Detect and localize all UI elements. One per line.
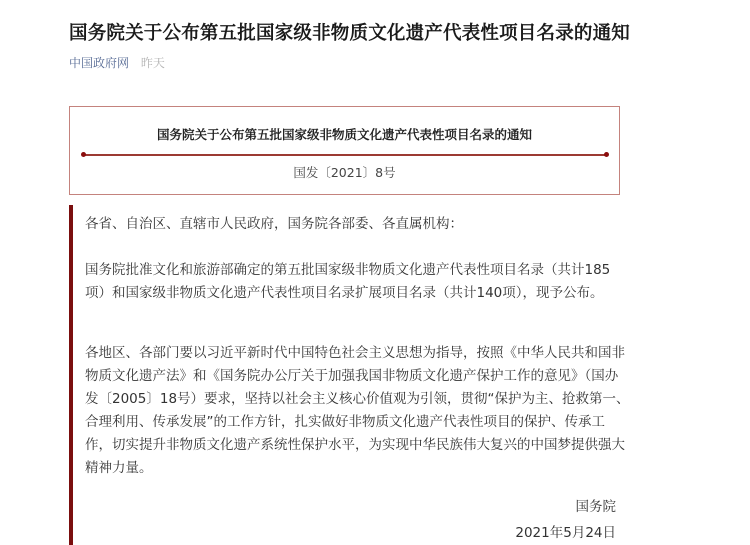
publish-time: 昨天 xyxy=(140,56,165,70)
divider-line xyxy=(83,154,607,156)
source-link[interactable]: 中国政府网 xyxy=(69,56,130,70)
document-header-box xyxy=(69,106,620,195)
article-title: 国务院关于公布第五批国家级非物质文化遗产代表性项目名录的通知 xyxy=(69,23,631,44)
document-number: 国发〔2021〕8号 xyxy=(293,165,396,180)
signature: 国务院 xyxy=(575,499,616,515)
document-title: 国务院关于公布第五批国家级非物质文化遗产代表性项目名录的通知 xyxy=(156,127,532,142)
document-body xyxy=(69,205,633,545)
divider-dot-right-icon xyxy=(604,152,609,157)
paragraph: 国务院批准文化和旅游部确定的第五批国家级非物质文化遗产代表性项目名录（共计185项）和国家级非物质文化遗产代表性项目名录扩展项目名录（共计140项），现予公布。 xyxy=(85,262,611,301)
paragraph: 各地区、各部门要以习近平新时代中国特色社会主义思想为指导，按照《中华人民共和国非物质文化遗产法》和《国务院办公厅关于加强我国非物质文化遗产保护工作的意见》（国办发〔2005〕18号）要求，坚持以社会主义核心价值观为引领，贯彻“保护为主、抢救第一、合理利用、传承发展”的工作方针，扎实做好非物质文化遗产代表性项目的保护、传承工作，切实提升非物质文化遗产系统性保护水平，为实现中华民族伟大复兴的中国梦提供强大精神力量。 xyxy=(85,345,630,476)
article-meta xyxy=(69,54,165,71)
divider-dot-left-icon xyxy=(81,152,86,157)
salutation: 各省、自治区、直辖市人民政府，国务院各部委、各直属机构： xyxy=(85,216,463,232)
issue-date: 2021年5月24日 xyxy=(515,525,616,541)
